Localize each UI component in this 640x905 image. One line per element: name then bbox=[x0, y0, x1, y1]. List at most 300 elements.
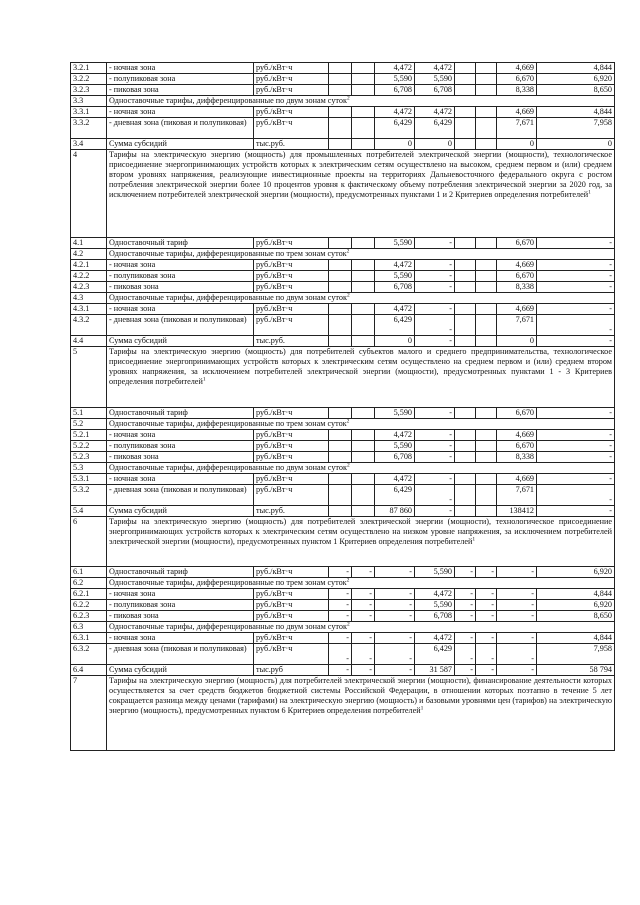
table-row bbox=[71, 107, 615, 118]
value-col-5 bbox=[352, 238, 375, 249]
item-number: 5.2.1 bbox=[71, 430, 107, 441]
value-col-6: 4,472 bbox=[375, 107, 415, 118]
value-col-6: 5,590 bbox=[375, 271, 415, 282]
item-label: - ночная зона bbox=[107, 107, 254, 118]
item-label: - дневная зона (пиковая и полупиковая) bbox=[107, 315, 254, 336]
table-row bbox=[71, 74, 615, 85]
value-col-8 bbox=[455, 74, 476, 85]
value-col-5 bbox=[352, 63, 375, 74]
unit: руб./кВт·ч bbox=[254, 408, 329, 419]
item-number: 5.3.2 bbox=[71, 485, 107, 506]
item-label: Сумма субсидий bbox=[107, 336, 254, 347]
section-description bbox=[107, 150, 615, 238]
item-number: 4.2.2 bbox=[71, 271, 107, 282]
value-col-10: 6,670 bbox=[497, 441, 537, 452]
value-col-8: - bbox=[455, 633, 476, 644]
value-col-11: 4,844 bbox=[537, 589, 615, 600]
subsection-header-row bbox=[71, 96, 615, 107]
value-col-7: 4,472 bbox=[415, 107, 455, 118]
value-col-11: - bbox=[537, 408, 615, 419]
item-number: 6.3 bbox=[71, 622, 107, 633]
value-col-11: - bbox=[537, 336, 615, 347]
table-row bbox=[71, 408, 615, 419]
value-col-10: 138412 bbox=[497, 506, 537, 517]
value-col-5: - bbox=[352, 633, 375, 644]
value-col-7: 5,590 bbox=[415, 74, 455, 85]
item-number: 5.3.1 bbox=[71, 474, 107, 485]
value-col-7: - bbox=[415, 474, 455, 485]
item-label: Сумма субсидий bbox=[107, 665, 254, 676]
table-row bbox=[71, 282, 615, 293]
unit: руб./кВт·ч bbox=[254, 644, 329, 665]
unit: руб./кВт·ч bbox=[254, 74, 329, 85]
value-col-7: 31 587 bbox=[415, 665, 455, 676]
value-col-11: - bbox=[537, 271, 615, 282]
item-number: 6.1 bbox=[71, 567, 107, 578]
item-number: 4.3.2 bbox=[71, 315, 107, 336]
table-row bbox=[71, 474, 615, 485]
value-col-5 bbox=[352, 506, 375, 517]
value-col-11: 6,920 bbox=[537, 600, 615, 611]
value-col-11: - bbox=[537, 315, 615, 336]
unit: руб./кВт·ч bbox=[254, 600, 329, 611]
section-description bbox=[107, 347, 615, 408]
value-col-10: 7,671 bbox=[497, 485, 537, 506]
value-col-7: 6,429 bbox=[415, 644, 455, 665]
unit: руб./кВт·ч bbox=[254, 260, 329, 271]
value-col-4 bbox=[329, 315, 352, 336]
item-number: 6.2.2 bbox=[71, 600, 107, 611]
table-row bbox=[71, 260, 615, 271]
value-col-6: 5,590 bbox=[375, 238, 415, 249]
section-row bbox=[71, 150, 615, 238]
tariff-table bbox=[70, 62, 615, 751]
value-col-5 bbox=[352, 304, 375, 315]
value-col-11: - bbox=[537, 304, 615, 315]
value-col-7: 4,472 bbox=[415, 589, 455, 600]
item-number: 4.3.1 bbox=[71, 304, 107, 315]
value-col-10: 6,670 bbox=[497, 74, 537, 85]
value-col-6: 6,429 bbox=[375, 118, 415, 139]
table-row bbox=[71, 336, 615, 347]
subsection-header-row bbox=[71, 419, 615, 430]
item-label: - ночная зона bbox=[107, 304, 254, 315]
section-text: Одноставочные тарифы, дифференцированные по двум зонам суток bbox=[109, 293, 347, 302]
value-col-5 bbox=[352, 107, 375, 118]
unit: руб./кВт·ч bbox=[254, 441, 329, 452]
item-label: - полупиковая зона bbox=[107, 271, 254, 282]
unit: тыс.руб. bbox=[254, 506, 329, 517]
value-col-6: 6,708 bbox=[375, 85, 415, 96]
subsection-title bbox=[107, 419, 615, 430]
unit: руб./кВт·ч bbox=[254, 430, 329, 441]
value-col-6: 6,708 bbox=[375, 282, 415, 293]
unit: руб./кВт·ч bbox=[254, 118, 329, 139]
value-col-11: 8,650 bbox=[537, 611, 615, 622]
value-col-4 bbox=[329, 271, 352, 282]
item-number: 5.2 bbox=[71, 419, 107, 430]
value-col-7: - bbox=[415, 430, 455, 441]
value-col-4 bbox=[329, 441, 352, 452]
table-row bbox=[71, 506, 615, 517]
item-number: 3.3 bbox=[71, 96, 107, 107]
value-col-9 bbox=[476, 408, 497, 419]
value-col-6: 0 bbox=[375, 336, 415, 347]
value-col-10: 4,669 bbox=[497, 63, 537, 74]
value-col-11: 4,844 bbox=[537, 633, 615, 644]
value-col-10: 0 bbox=[497, 336, 537, 347]
value-col-7: - bbox=[415, 485, 455, 506]
value-col-5 bbox=[352, 430, 375, 441]
value-col-5: - bbox=[352, 611, 375, 622]
section-text: Тарифы на электрическую энергию (мощность) для потребителей электрической энергии (мощности), технологическое присоединение энергопринимающих устройств которых к электрическим сетям осуществлено на низком уровне напряжения, за исключением потребителей электрической энергии (мощности), предусмотренных пунктом 1 Критериев определения потребителей bbox=[109, 517, 612, 546]
unit: руб./кВт·ч bbox=[254, 452, 329, 463]
value-col-11: - bbox=[537, 474, 615, 485]
value-col-9 bbox=[476, 139, 497, 150]
value-col-10: 8,338 bbox=[497, 282, 537, 293]
item-number: 5.3 bbox=[71, 463, 107, 474]
value-col-9 bbox=[476, 271, 497, 282]
unit: тыс.руб. bbox=[254, 336, 329, 347]
footnote-marker: 2 bbox=[346, 292, 350, 299]
subsection-title bbox=[107, 96, 615, 107]
value-col-6: - bbox=[375, 589, 415, 600]
table-row bbox=[71, 485, 615, 506]
value-col-11: 7,958 bbox=[537, 118, 615, 139]
section-text: Одноставочные тарифы, дифференцированные по трем зонам суток bbox=[109, 578, 347, 587]
value-col-6: 5,590 bbox=[375, 441, 415, 452]
subsection-header-row bbox=[71, 249, 615, 260]
value-col-9 bbox=[476, 107, 497, 118]
item-label: - полупиковая зона bbox=[107, 74, 254, 85]
value-col-4 bbox=[329, 336, 352, 347]
footnote-marker: 2 bbox=[346, 248, 350, 255]
item-label: - пиковая зона bbox=[107, 611, 254, 622]
value-col-10: - bbox=[497, 611, 537, 622]
value-col-6: 4,472 bbox=[375, 474, 415, 485]
value-col-8 bbox=[455, 282, 476, 293]
item-number: 7 bbox=[71, 676, 107, 751]
value-col-5 bbox=[352, 336, 375, 347]
item-label: - ночная зона bbox=[107, 589, 254, 600]
footnote-marker: 1 bbox=[588, 189, 591, 196]
value-col-10: 6,670 bbox=[497, 238, 537, 249]
value-col-11: 0 bbox=[537, 139, 615, 150]
item-number: 3.2.2 bbox=[71, 74, 107, 85]
value-col-10: 4,669 bbox=[497, 430, 537, 441]
value-col-6: 6,429 bbox=[375, 315, 415, 336]
item-number: 3.2.1 bbox=[71, 63, 107, 74]
value-col-8: - bbox=[455, 589, 476, 600]
value-col-4 bbox=[329, 74, 352, 85]
value-col-6: - bbox=[375, 611, 415, 622]
value-col-5 bbox=[352, 118, 375, 139]
value-col-5 bbox=[352, 315, 375, 336]
value-col-4: - bbox=[329, 644, 352, 665]
footnote-marker: 2 bbox=[346, 621, 350, 628]
value-col-4 bbox=[329, 238, 352, 249]
value-col-6: - bbox=[375, 600, 415, 611]
section-text: Тарифы на электрическую энергию (мощность) для потребителей электрической энергии (мощности), финансирование деятельности которых осуществляется за счет средств бюджетов бюджетной системы Российской Федерации, в отношении которых поэтапно в течение 5 лет сокращается разница между ценами (тарифами) на электрическую энергию (мощность) и базовыми уровнями цен (тарифов) на электрическую энергию (мощность), предусмотренных пунктом 6 Критериев определения потребителей bbox=[109, 676, 612, 715]
value-col-6: 4,472 bbox=[375, 260, 415, 271]
unit: тыс.руб bbox=[254, 665, 329, 676]
value-col-5 bbox=[352, 139, 375, 150]
table-row bbox=[71, 271, 615, 282]
value-col-4 bbox=[329, 282, 352, 293]
value-col-9 bbox=[476, 430, 497, 441]
value-col-4 bbox=[329, 506, 352, 517]
item-label: Одноставочный тариф bbox=[107, 567, 254, 578]
value-col-6: 4,472 bbox=[375, 63, 415, 74]
value-col-7: 6,429 bbox=[415, 118, 455, 139]
value-col-8 bbox=[455, 336, 476, 347]
table-row bbox=[71, 644, 615, 665]
unit: руб./кВт·ч bbox=[254, 589, 329, 600]
item-label: - ночная зона bbox=[107, 260, 254, 271]
value-col-9: - bbox=[476, 600, 497, 611]
value-col-11: - bbox=[537, 452, 615, 463]
value-col-6: - bbox=[375, 665, 415, 676]
value-col-8 bbox=[455, 304, 476, 315]
value-col-8 bbox=[455, 139, 476, 150]
value-col-7: 4,472 bbox=[415, 63, 455, 74]
unit: руб./кВт·ч bbox=[254, 85, 329, 96]
value-col-8: - bbox=[455, 567, 476, 578]
item-label: Сумма субсидий bbox=[107, 139, 254, 150]
value-col-10: 6,670 bbox=[497, 408, 537, 419]
value-col-9 bbox=[476, 260, 497, 271]
section-text: Одноставочные тарифы, дифференцированные по трем зонам суток bbox=[109, 249, 347, 258]
value-col-11: - bbox=[537, 485, 615, 506]
item-number: 5 bbox=[71, 347, 107, 408]
value-col-9 bbox=[476, 282, 497, 293]
value-col-4 bbox=[329, 408, 352, 419]
value-col-5 bbox=[352, 408, 375, 419]
value-col-8 bbox=[455, 271, 476, 282]
value-col-9 bbox=[476, 336, 497, 347]
value-col-11: - bbox=[537, 506, 615, 517]
value-col-9 bbox=[476, 474, 497, 485]
value-col-4 bbox=[329, 430, 352, 441]
value-col-10: - bbox=[497, 644, 537, 665]
value-col-6: 6,708 bbox=[375, 452, 415, 463]
item-label: - полупиковая зона bbox=[107, 600, 254, 611]
value-col-6: 0 bbox=[375, 139, 415, 150]
value-col-10: 7,671 bbox=[497, 118, 537, 139]
unit: руб./кВт·ч bbox=[254, 107, 329, 118]
value-col-7: - bbox=[415, 271, 455, 282]
value-col-4 bbox=[329, 304, 352, 315]
unit: руб./кВт·ч bbox=[254, 304, 329, 315]
value-col-5 bbox=[352, 74, 375, 85]
unit: руб./кВт·ч bbox=[254, 271, 329, 282]
value-col-7: - bbox=[415, 336, 455, 347]
unit: руб./кВт·ч bbox=[254, 567, 329, 578]
item-number: 4.2 bbox=[71, 249, 107, 260]
value-col-10: 8,338 bbox=[497, 85, 537, 96]
value-col-7: - bbox=[415, 238, 455, 249]
table-row bbox=[71, 452, 615, 463]
subsection-header-row bbox=[71, 578, 615, 589]
value-col-8 bbox=[455, 118, 476, 139]
value-col-8 bbox=[455, 107, 476, 118]
table-row bbox=[71, 63, 615, 74]
item-number: 4.2.3 bbox=[71, 282, 107, 293]
value-col-8 bbox=[455, 441, 476, 452]
value-col-7: 6,708 bbox=[415, 85, 455, 96]
value-col-6: 5,590 bbox=[375, 74, 415, 85]
table-row bbox=[71, 567, 615, 578]
item-label: Одноставочный тариф bbox=[107, 408, 254, 419]
value-col-5: - bbox=[352, 644, 375, 665]
item-number: 6.2.1 bbox=[71, 589, 107, 600]
value-col-9: - bbox=[476, 633, 497, 644]
value-col-4: - bbox=[329, 611, 352, 622]
item-label: - полупиковая зона bbox=[107, 441, 254, 452]
item-number: 5.2.3 bbox=[71, 452, 107, 463]
value-col-8 bbox=[455, 85, 476, 96]
value-col-9 bbox=[476, 304, 497, 315]
value-col-8 bbox=[455, 63, 476, 74]
item-label: - ночная зона bbox=[107, 474, 254, 485]
value-col-11: - bbox=[537, 260, 615, 271]
value-col-6: - bbox=[375, 567, 415, 578]
value-col-10: 7,671 bbox=[497, 315, 537, 336]
value-col-9 bbox=[476, 452, 497, 463]
item-label: - пиковая зона bbox=[107, 282, 254, 293]
table-row bbox=[71, 633, 615, 644]
value-col-10: - bbox=[497, 567, 537, 578]
value-col-11: 58 794 bbox=[537, 665, 615, 676]
value-col-10: 6,670 bbox=[497, 271, 537, 282]
footnote-marker: 2 bbox=[346, 418, 350, 425]
item-number: 4.2.1 bbox=[71, 260, 107, 271]
section-description bbox=[107, 517, 615, 567]
section-text: Одноставочные тарифы, дифференцированные по трем зонам суток bbox=[109, 419, 347, 428]
item-label: - пиковая зона bbox=[107, 452, 254, 463]
section-text: Тарифы на электрическую энергию (мощность) для потребителей субъектов малого и среднего предпринимательства, технологическое присоединение энергопринимающих устройств которых к электрическим сетям осуществлено на среднем первом и (или) среднем втором уровнях напряжения, за исключением потребителей электрической энергии (мощности), предусмотренных пунктами 1 - 3 Критериев определения потребителей bbox=[109, 347, 612, 386]
unit: руб./кВт·ч bbox=[254, 282, 329, 293]
value-col-8: - bbox=[455, 600, 476, 611]
value-col-8 bbox=[455, 260, 476, 271]
value-col-7: - bbox=[415, 408, 455, 419]
item-label: - дневная зона (пиковая и полупиковая) bbox=[107, 118, 254, 139]
value-col-7: 4,472 bbox=[415, 633, 455, 644]
table-row bbox=[71, 85, 615, 96]
value-col-11: 4,844 bbox=[537, 107, 615, 118]
tariff-table-page bbox=[70, 62, 614, 751]
value-col-10: 8,338 bbox=[497, 452, 537, 463]
item-number: 5.4 bbox=[71, 506, 107, 517]
value-col-4: - bbox=[329, 665, 352, 676]
table-row bbox=[71, 441, 615, 452]
value-col-8 bbox=[455, 485, 476, 506]
value-col-6: - bbox=[375, 644, 415, 665]
item-number: 3.4 bbox=[71, 139, 107, 150]
footnote-marker: 1 bbox=[420, 705, 424, 712]
unit: руб./кВт·ч bbox=[254, 63, 329, 74]
table-row bbox=[71, 238, 615, 249]
value-col-9 bbox=[476, 485, 497, 506]
subsection-header-row bbox=[71, 463, 615, 474]
value-col-8 bbox=[455, 452, 476, 463]
item-number: 5.1 bbox=[71, 408, 107, 419]
value-col-11: - bbox=[537, 430, 615, 441]
section-row bbox=[71, 347, 615, 408]
table-row bbox=[71, 589, 615, 600]
item-label: - дневная зона (пиковая и полупиковая) bbox=[107, 485, 254, 506]
value-col-7: 0 bbox=[415, 139, 455, 150]
item-number: 6.3.2 bbox=[71, 644, 107, 665]
value-col-6: 4,472 bbox=[375, 304, 415, 315]
value-col-4: - bbox=[329, 589, 352, 600]
item-number: 4.1 bbox=[71, 238, 107, 249]
value-col-4: - bbox=[329, 600, 352, 611]
value-col-7: - bbox=[415, 282, 455, 293]
value-col-7: - bbox=[415, 452, 455, 463]
value-col-9 bbox=[476, 74, 497, 85]
value-col-10: 4,669 bbox=[497, 260, 537, 271]
subsection-title bbox=[107, 578, 615, 589]
value-col-10: 4,669 bbox=[497, 304, 537, 315]
item-label: - ночная зона bbox=[107, 430, 254, 441]
table-row bbox=[71, 315, 615, 336]
value-col-8 bbox=[455, 238, 476, 249]
item-number: 3.3.1 bbox=[71, 107, 107, 118]
value-col-4 bbox=[329, 63, 352, 74]
table-row bbox=[71, 600, 615, 611]
value-col-8: - bbox=[455, 665, 476, 676]
value-col-4 bbox=[329, 107, 352, 118]
item-label: - пиковая зона bbox=[107, 85, 254, 96]
value-col-5 bbox=[352, 85, 375, 96]
value-col-4 bbox=[329, 260, 352, 271]
value-col-7: - bbox=[415, 506, 455, 517]
value-col-5 bbox=[352, 441, 375, 452]
value-col-4 bbox=[329, 118, 352, 139]
footnote-marker: 1 bbox=[472, 536, 476, 543]
value-col-8: - bbox=[455, 644, 476, 665]
table-row bbox=[71, 430, 615, 441]
value-col-4: - bbox=[329, 567, 352, 578]
value-col-6: 6,429 bbox=[375, 485, 415, 506]
value-col-11: 8,650 bbox=[537, 85, 615, 96]
value-col-6: 4,472 bbox=[375, 430, 415, 441]
table-row bbox=[71, 118, 615, 139]
value-col-10: - bbox=[497, 589, 537, 600]
unit: руб./кВт·ч bbox=[254, 611, 329, 622]
item-label: Сумма субсидий bbox=[107, 506, 254, 517]
value-col-9: - bbox=[476, 644, 497, 665]
value-col-9 bbox=[476, 506, 497, 517]
value-col-7: - bbox=[415, 315, 455, 336]
item-number: 4.4 bbox=[71, 336, 107, 347]
value-col-9: - bbox=[476, 589, 497, 600]
section-row bbox=[71, 676, 615, 751]
section-description bbox=[107, 676, 615, 751]
footnote-marker: 2 bbox=[346, 462, 350, 469]
subsection-title bbox=[107, 622, 615, 633]
value-col-11: 4,844 bbox=[537, 63, 615, 74]
value-col-10: - bbox=[497, 600, 537, 611]
item-number: 4.3 bbox=[71, 293, 107, 304]
value-col-11: 6,920 bbox=[537, 74, 615, 85]
value-col-7: 5,590 bbox=[415, 567, 455, 578]
item-label: - дневная зона (пиковая и полупиковая) bbox=[107, 644, 254, 665]
section-text: Одноставочные тарифы, дифференцированные по двум зонам суток bbox=[109, 96, 347, 105]
item-number: 6.3.1 bbox=[71, 633, 107, 644]
value-col-6: 5,590 bbox=[375, 408, 415, 419]
